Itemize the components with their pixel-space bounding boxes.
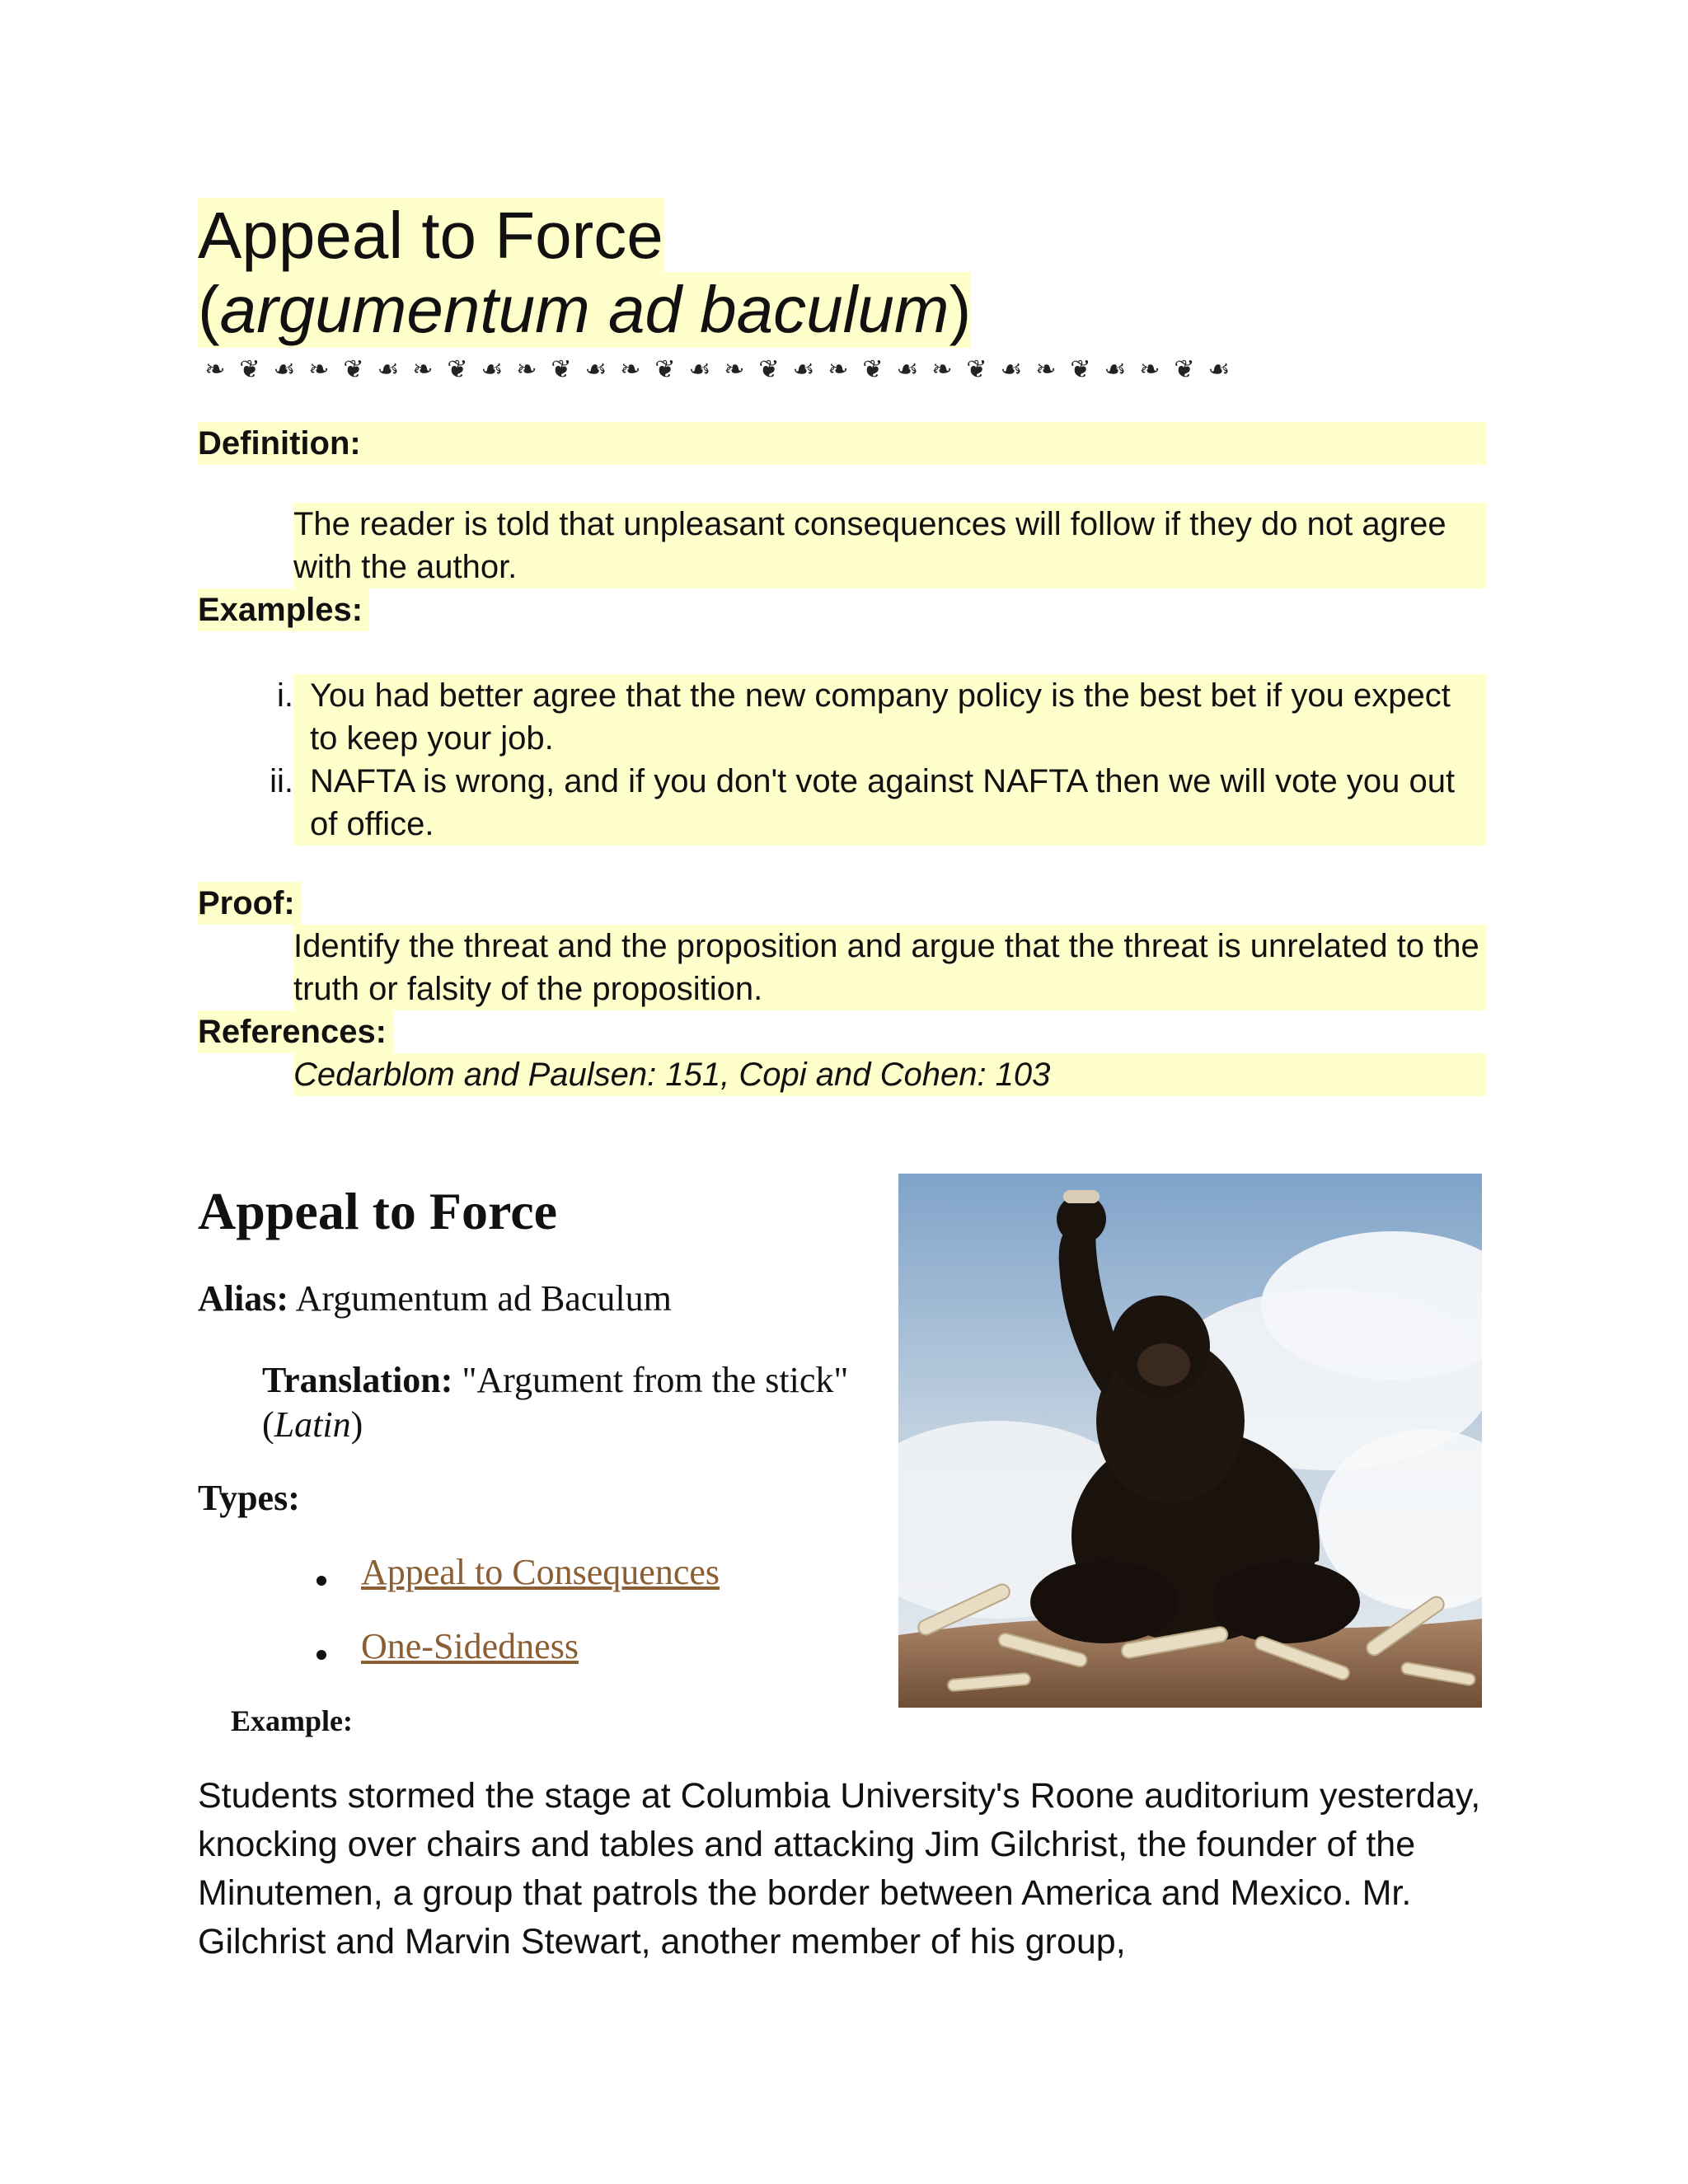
list-item-number: i.	[277, 677, 293, 714]
definition-text: The reader is told that unpleasant consequences will follow if they do not agree with the author.	[293, 503, 1487, 588]
dancing-figure-icon: ☙	[1000, 355, 1023, 384]
translation-value: "Argument from the stick" (	[262, 1360, 849, 1445]
dancing-figure-icon: ❧	[412, 355, 434, 384]
dancing-figure-icon: ☙	[377, 355, 400, 384]
example-label: Example:	[231, 1704, 353, 1737]
dancing-figure-icon: ☙	[896, 355, 919, 384]
paren-open: (	[198, 273, 220, 346]
examples-list	[244, 674, 1487, 846]
dancing-figure-icon: ❧	[1139, 355, 1160, 384]
dancing-figure-icon: ❦	[654, 355, 676, 384]
bullet-icon	[316, 1576, 326, 1586]
latin-name: argumentum ad baculum	[219, 273, 950, 346]
title-text: Appeal to Force	[198, 199, 663, 272]
decorative-dancer-divider	[198, 353, 1236, 387]
dancing-figure-icon: ❧	[516, 355, 537, 384]
link-one-sidedness[interactable]: One-Sidedness	[361, 1626, 579, 1666]
dancing-figure-icon: ❧	[931, 355, 953, 384]
list-item-text: NAFTA is wrong, and if you don't vote against NAFTA then we will vote you out of office.	[293, 760, 1487, 846]
paren-close: )	[350, 1404, 363, 1445]
page-title	[198, 198, 663, 274]
alias-label: Alias:	[198, 1278, 288, 1319]
list-item	[244, 674, 1487, 760]
references-label: References:	[198, 1010, 393, 1053]
ape-photo	[898, 1174, 1482, 1708]
dancing-figure-icon: ❦	[447, 355, 468, 384]
proof-label: Proof:	[198, 882, 302, 925]
section-heading: Appeal to Force	[198, 1182, 558, 1240]
list-item	[244, 760, 1487, 846]
page-subtitle	[198, 272, 971, 348]
definition-label: Definition:	[198, 422, 1487, 465]
dancing-figure-icon: ❦	[239, 355, 260, 384]
dancing-figure-icon: ☙	[273, 355, 296, 384]
dancing-figure-icon: ☙	[481, 355, 504, 384]
dancing-figure-icon: ❦	[343, 355, 364, 384]
dancing-figure-icon: ❧	[620, 355, 641, 384]
dancing-figure-icon: ☙	[1207, 355, 1231, 384]
dancing-figure-icon: ❧	[828, 355, 849, 384]
dancing-figure-icon: ❦	[966, 355, 987, 384]
link-appeal-to-consequences[interactable]: Appeal to Consequences	[361, 1552, 720, 1592]
dancing-figure-icon: ☙	[1104, 355, 1127, 384]
proof-text: Identify the threat and the proposition and argue that the threat is unrelated to the truth or falsity of the proposition.	[293, 925, 1487, 1010]
types-label: Types:	[198, 1478, 300, 1518]
references-text: Cedarblom and Paulsen: 151, Copi and Cohen: 103	[293, 1053, 1487, 1096]
dancing-figure-icon: ❦	[1070, 355, 1091, 384]
list-item-number: ii.	[270, 763, 293, 799]
translation-label: Translation:	[262, 1360, 453, 1400]
dancing-figure-icon: ❧	[308, 355, 330, 384]
dancing-figure-icon: ☙	[792, 355, 815, 384]
examples-label: Examples:	[198, 588, 369, 631]
ape-illustration	[898, 1174, 1482, 1708]
example-paragraph: Students stormed the stage at Columbia University's Roone auditorium yesterday, knocking over chairs and tables and attacking Jim Gilchrist, the founder of the Minutemen, a group that patrols the border between America and Mexico. Mr. Gilchrist and Marvin Stewart, another member of his group,	[198, 1776, 1481, 1961]
dancing-figure-icon: ☙	[688, 355, 711, 384]
dancing-figure-icon: ❦	[551, 355, 572, 384]
alias-value: Argumentum ad Baculum	[295, 1278, 672, 1319]
translation-line	[262, 1358, 889, 1447]
dancing-figure-icon: ❧	[724, 355, 745, 384]
dancing-figure-icon: ❧	[204, 355, 226, 384]
bullet-icon	[316, 1650, 326, 1660]
dancing-figure-icon: ❦	[862, 355, 884, 384]
translation-language: Latin	[274, 1404, 351, 1445]
dancing-figure-icon: ❦	[758, 355, 780, 384]
list-item-text: You had better agree that the new company policy is the best bet if you expect to keep your job.	[293, 674, 1487, 760]
dancing-figure-icon: ❦	[1174, 355, 1195, 384]
dancing-figure-icon: ☙	[584, 355, 607, 384]
dancing-figure-icon: ❧	[1035, 355, 1057, 384]
alias-line	[198, 1276, 672, 1322]
paren-close: )	[949, 273, 972, 346]
